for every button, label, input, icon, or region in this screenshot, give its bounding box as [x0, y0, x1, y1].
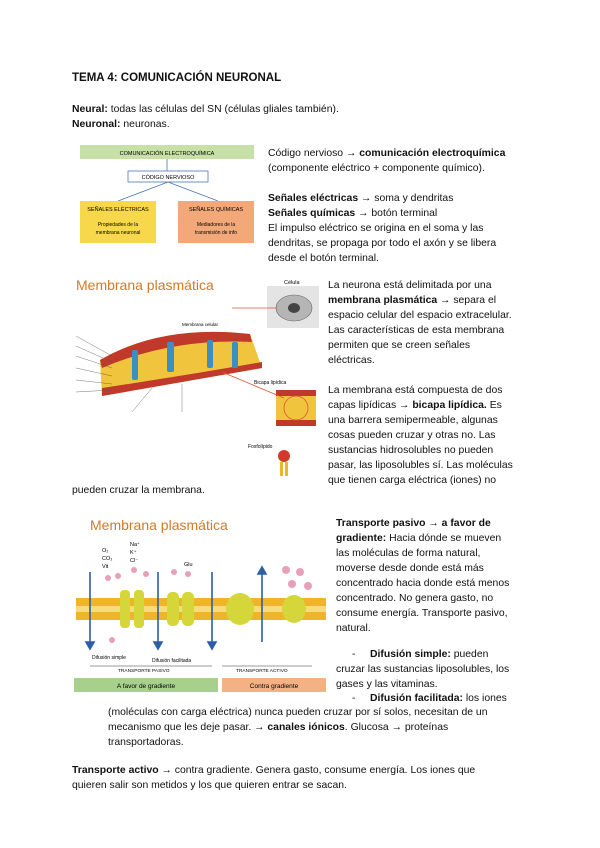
bold-text: canales iónicos	[267, 722, 345, 733]
text: espacio celular del espacio extracelular.	[328, 310, 512, 321]
transport-figure-title: Membrana plasmática	[90, 517, 228, 533]
bold-text: Difusión facilitada:	[370, 693, 463, 704]
text: concentrado. No genera gasto, no	[336, 593, 494, 604]
label-membrane: Membrana celular	[182, 322, 219, 327]
bold-text: Señales eléctricas	[268, 193, 359, 204]
text: . Glucosa → proteínas	[344, 722, 449, 733]
text: que tienen carga eléctrica (iones) no	[328, 475, 497, 486]
text: natural.	[336, 623, 371, 634]
bold-text: Difusión simple:	[370, 649, 451, 660]
label-bilayer: Bicapa lipídica	[254, 380, 287, 386]
list-item-difusion-simple	[370, 647, 488, 662]
transport-figure	[72, 512, 330, 708]
text: desde el botón terminal.	[268, 253, 379, 264]
text: Es	[486, 400, 502, 411]
section-membrana-last-line: pueden cruzar la membrana.	[72, 485, 205, 496]
page-title: TEMA 4: COMUNICACIÓN NEURONAL	[72, 72, 282, 84]
bold-text: Transporte pasivo → a favor de	[336, 518, 491, 529]
list-item-difusion-facilitada	[370, 691, 507, 706]
label-cell: Célula	[284, 280, 300, 286]
concept-left-sub-1: Propiedades de la	[97, 222, 139, 228]
text: pueden	[450, 649, 489, 660]
bold-text: Transporte activo	[72, 765, 159, 776]
text: eléctricas.	[328, 355, 375, 366]
text: (componente eléctrico + componente químico).	[268, 163, 485, 174]
text: cosas pueden cruzar y otras no. Las	[328, 430, 496, 441]
concept-left-sub-2: membrana neuronal	[95, 230, 141, 236]
text: capas lipídicas →	[328, 400, 413, 411]
text: permiten que se creen señales	[328, 340, 471, 351]
text: moverse desde donde está más	[336, 563, 484, 574]
text: pasar, las liposolubles sí. Las moléculas	[328, 460, 513, 471]
text: Hacia dónde se mueven	[386, 533, 502, 544]
phospholipid-head	[278, 450, 290, 462]
text: quieren salir son metidos y los que quieren entrar se sacan.	[72, 780, 347, 791]
concept-left-title: SEÑALES ELÉCTRICAS	[87, 207, 149, 213]
concept-right-title: SEÑALES QUÍMICAS	[188, 207, 244, 213]
text: gases y las vitaminas.	[336, 679, 438, 690]
contra-gradient-label: Contra gradiente	[249, 683, 299, 690]
text: las moléculas de forma natural,	[336, 548, 481, 559]
neural-text: todas las células del SN (células gliales también).	[107, 104, 339, 115]
text: Código nervioso →	[268, 148, 360, 159]
text: sustancias hidrosolubles no pueden	[328, 445, 494, 456]
text: mecanismo que les deje pasar. →	[108, 722, 268, 733]
section-transporte-activo	[72, 763, 475, 778]
mol-co2: CO₂	[102, 556, 113, 562]
favor-gradient-label: A favor de gradiente	[116, 683, 176, 690]
text: La membrana está compuesta de dos	[328, 385, 503, 396]
label-transport-passive: TRANSPORTE PASIVO	[118, 669, 170, 674]
section-membrana	[328, 278, 548, 488]
label-phospholipid: Fosfolípido	[248, 444, 273, 450]
text: → separa el	[437, 295, 497, 306]
concept-map-diagram	[78, 143, 258, 248]
text: una barrera semipermeable, algunas	[328, 415, 498, 426]
neuronal-label: Neuronal:	[72, 119, 121, 130]
text: Las características de esta membrana	[328, 325, 505, 336]
text: cruzar las sustancias liposolubles, los	[336, 664, 510, 675]
bold-text: comunicación electroquímica	[359, 148, 506, 159]
mol-vit: Vit	[102, 564, 109, 570]
text: El impulso eléctrico se origina en el soma y las	[268, 223, 484, 234]
section-transporte-pasivo	[336, 516, 550, 636]
membrane-figure	[72, 272, 322, 482]
label-diffusion-simple: Difusión simple	[92, 655, 126, 661]
text: → soma y dendritas	[358, 193, 454, 204]
text: concentrado hacia donde está menos	[336, 578, 510, 589]
bold-text: Señales químicas	[268, 208, 356, 219]
text: transportadoras.	[108, 737, 184, 748]
text-line	[108, 720, 448, 735]
bold-text: bicapa lipídica.	[412, 400, 487, 411]
neuronal-text: neuronas.	[120, 119, 170, 130]
text: La neurona está delimitada por una	[328, 280, 492, 291]
text: → botón terminal	[355, 208, 438, 219]
bold-text: gradiente:	[336, 533, 387, 544]
text: dendritas, se propaga por todo el axón y se libera	[268, 238, 497, 249]
concept-top-label: COMUNICACIÓN ELECTROQUÍMICA	[119, 151, 215, 157]
membrane-figure-title: Membrana plasmática	[76, 277, 214, 293]
list-dash: -	[352, 649, 356, 660]
list-dash: -	[352, 693, 356, 704]
text: → contra gradiente. Genera gasto, consume energía. Los iones que	[158, 765, 476, 776]
definition-neural	[72, 102, 339, 117]
bold-text: membrana plasmática	[328, 295, 438, 306]
text: consume energía. Transporte pasivo,	[336, 608, 508, 619]
section-codigo-nervioso	[268, 146, 548, 266]
mol-na: Na⁺	[130, 542, 140, 548]
mol-cl: Cl⁻	[130, 558, 139, 564]
label-transport-active: TRANSPORTE ACTIVO	[236, 669, 288, 674]
definition-neuronal	[72, 117, 170, 132]
mol-k: K⁺	[130, 550, 137, 556]
mol-o2: O₂	[102, 548, 109, 554]
label-diffusion-facilitated: Difusión facilitada	[152, 658, 192, 664]
concept-middle-label: CÓDIGO NERVIOSO	[141, 175, 195, 181]
concept-right-sub-2: transmisión de info	[195, 230, 237, 236]
text: los iones	[462, 693, 507, 704]
concept-right-sub-1: Mediadores de la	[196, 222, 236, 228]
neural-label: Neural:	[72, 104, 108, 115]
text: (moléculas con carga eléctrica) nunca pueden cruzar por sí solos, necesitan de un	[108, 707, 488, 718]
mol-glu: Glu	[184, 562, 193, 568]
